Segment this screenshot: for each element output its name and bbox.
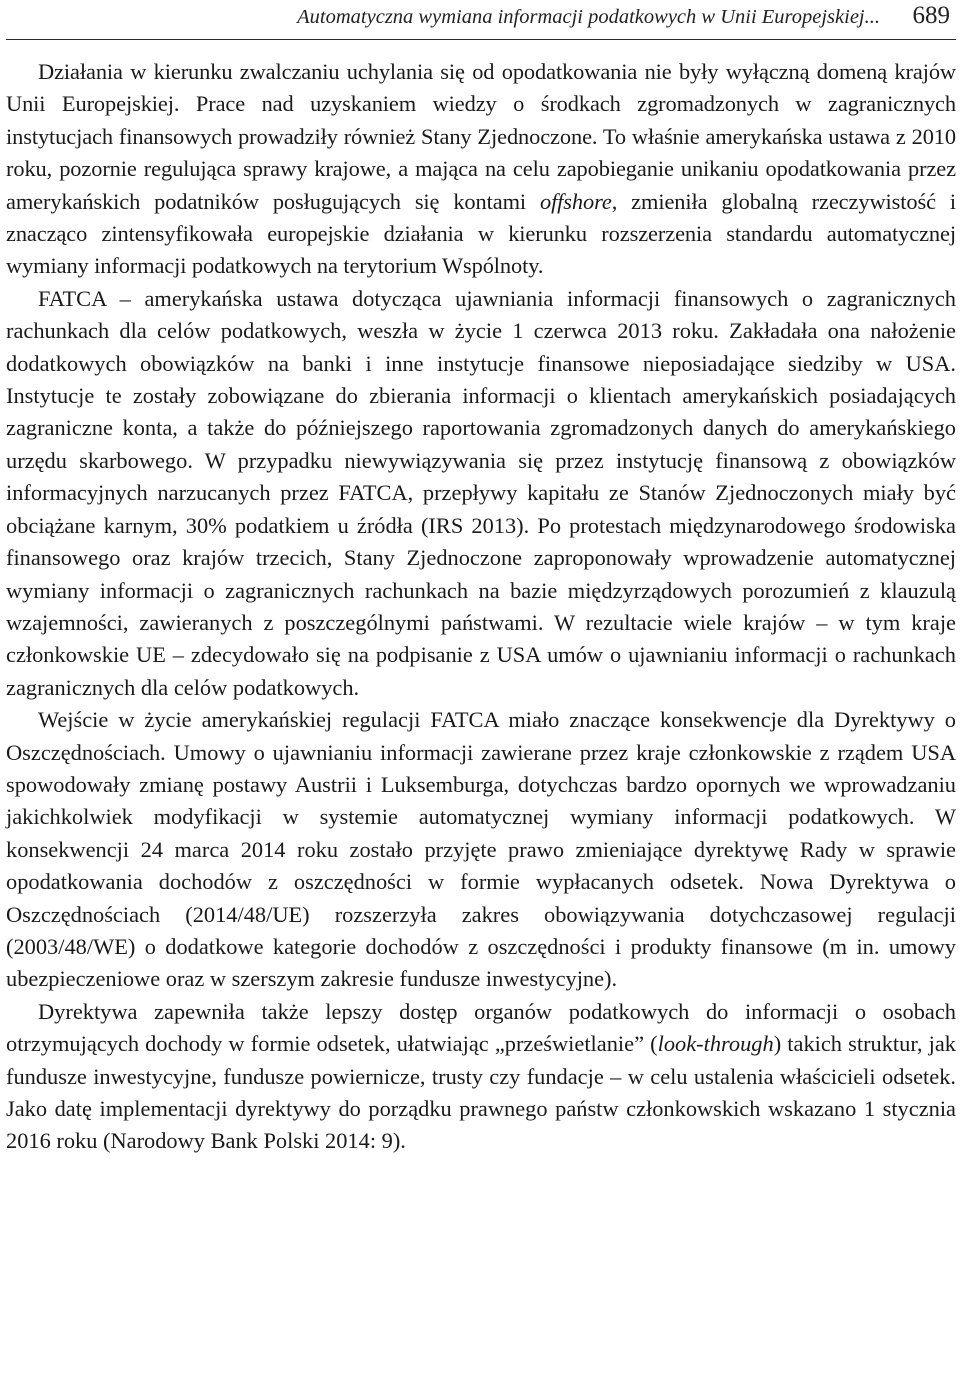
paragraph-3: Wejście w życie amerykańskiej regulacji FATCA miało znaczące konsekwencje dla Dyrektywy o Oszczędnościach. Umowy o ujawnianiu informacji zawierane przez kraje członkowskie z rządem USA spowodowały zmianę postawy Austrii i Luksemburga, dotychczas bardzo opornych we wprowadzaniu jakichkolwiek modyfikacji w systemie automatycznej wymiany informacji podatkowych. W konsekwencji 24 marca 2014 roku zostało przyjęte prawo zmieniające dyrektywę Rady w sprawie opodatkowania dochodów z oszczędności w formie wypłacanych odsetek. Nowa Dyrektywa o Oszczędnościach (2014/48/UE) rozszerzyła zakres obowiązywania dotychczasowej regulacji (2003/48/WE) o dodatkowe kategorie dochodów z oszczędności i produkty finansowe (m in. umowy ubezpieczeniowe oraz w szerszym zakresie fundusze inwestycyjne). bbox=[6, 707, 956, 992]
running-title: Automatyczna wymiana informacji podatkowych w Unii Europejskiej... bbox=[297, 6, 880, 28]
term-offshore: offshore bbox=[539, 188, 612, 214]
running-header bbox=[6, 0, 956, 40]
paragraph-4-text-a: Dyrektywa zapewniła także lepszy dostęp organów podatkowych do informacji o osobach otrzymujących dochody w formie odsetek, ułatwiając „prześwietlanie” ( bbox=[6, 998, 956, 1057]
term-look-through: look-through bbox=[657, 1031, 774, 1057]
paragraph-1 bbox=[6, 56, 956, 283]
paragraph-2: FATCA – amerykańska ustawa dotycząca ujawniania informacji finansowych o zagranicznych rachunkach dla celów podatkowych, weszła w życie 1 czerwca 2013 roku. Zakładała ona nałożenie dodatkowych obowiązków na banki i inne instytucje finansowe nieposiadające siedziby w USA. Instytucje te zostały zobowiązane do zbierania informacji o klientach amerykańskich posiadających zagraniczne konta, a także do późniejszego raportowania zgromadzonych danych do amerykańskiego urzędu skarbowego. W przypadku niewywiązywania się przez instytucję finansową z obowiązków informacyjnych narzucanych przez FATCA, przepływy kapitału ze Stanów Zjednoczonych miały być obciążane karnym, 30% podatkiem u źródła (IRS 2013). Po protestach międzynarodowego środowiska finansowego oraz krajów trzecich, Stany Zjednoczone zaproponowały wprowadzenie automatycznej wymiany informacji o zagranicznych rachunkach na bazie międzyrządowych porozumień z klauzulą wzajemności, zawieranych z poszczególnymi państwami. W rezultacie wiele krajów – w tym kraje członkowskie UE – zdecydowało się na podpisanie z USA umów o ujawnianiu informacji o rachunkach zagranicznych dla celów podatkowych. bbox=[6, 285, 956, 700]
paragraph-4 bbox=[6, 996, 956, 1158]
paragraph-1-text-a: Działania w kierunku zwalczaniu uchylania się od opodatkowania nie były wyłączną domeną krajów Unii Europejskiej. Prace nad uzyskaniem wiedzy o środkach zgromadzonych w zagranicznych instytucjach finansowych prowadziły również Stany Zjednoczone. To właśnie amerykańska ustawa z 2010 roku, pozornie regulująca sprawy krajowe, a mająca na celu zapobieganie unikaniu opodatkowania przez amerykańskich podatników posługujących się kontami bbox=[6, 59, 956, 214]
body-text bbox=[6, 56, 956, 1158]
paragraph-1-text-c: , zmieniła globalną rzeczywistość i znacząco zintensyfikowała europejskie działania w kierunku rozszerzenia standardu automatycznej wymiany informacji podatkowych na terytorium Wspólnoty. bbox=[6, 188, 956, 279]
page-number: 689 bbox=[912, 2, 950, 29]
paragraph-4-text-c: ) takich struktur, jak fundusze inwestycyjne, fundusze powiernicze, trusty czy fundacje – w celu ustalenia właścicieli odsetek. Jako datę implementacji dyrektywy do porządku prawnego państw członkowskich wskazano 1 stycznia 2016 roku (Narodowy Bank Polski 2014: 9). bbox=[6, 1031, 956, 1154]
